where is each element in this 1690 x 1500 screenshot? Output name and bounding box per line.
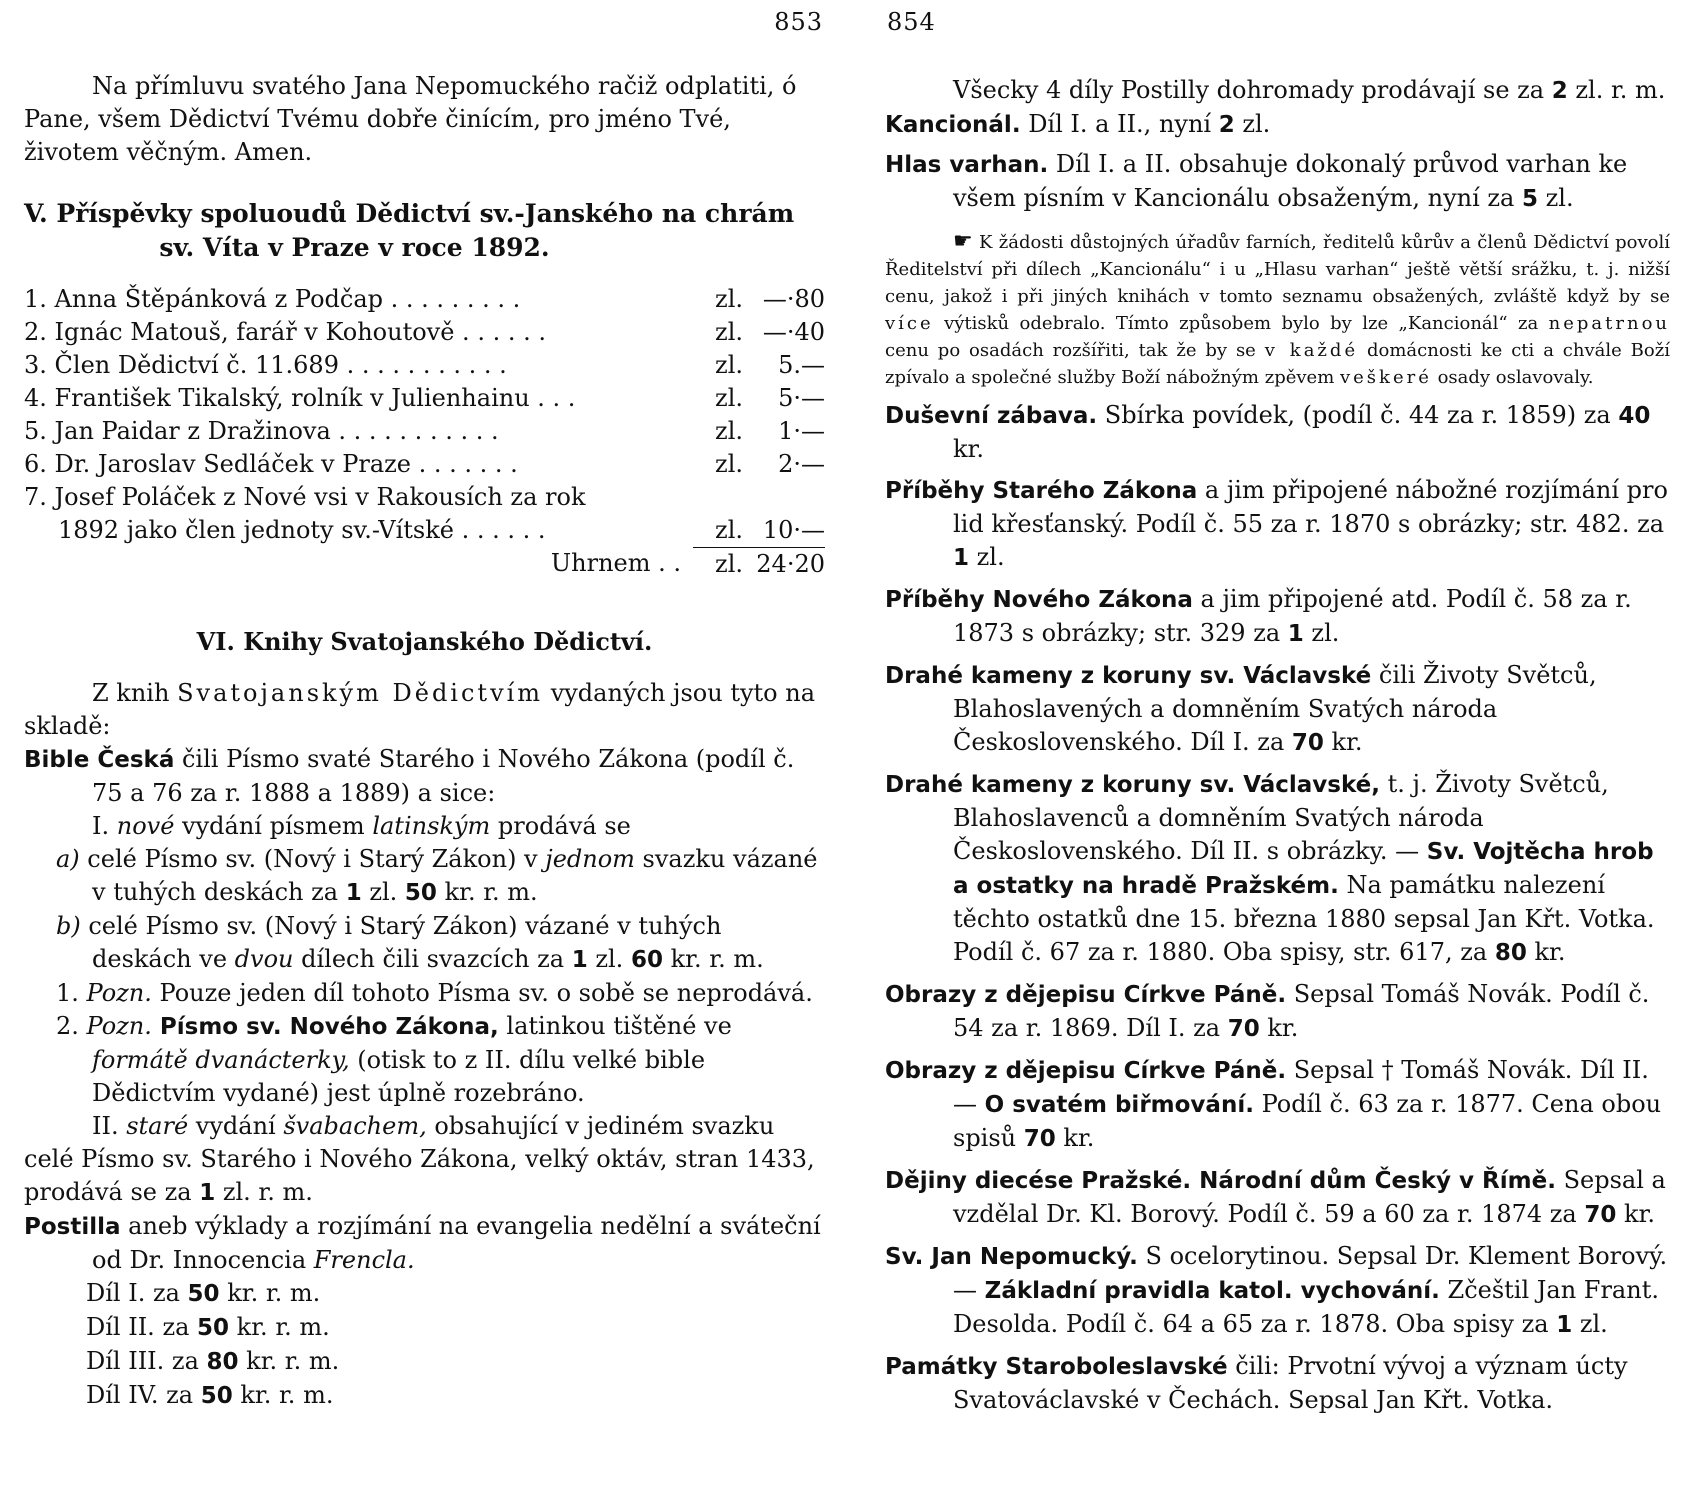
list-item (24, 283, 825, 316)
new-edition-line: I. nové vydání písmem latinským prodává se (92, 812, 631, 840)
list-item: Drahé kameny z koruny sv. Václavské, t. j. Životy Světců, Blahoslavenců a domněním Svatých národa Československého. Díl II. s obrázky. — Sv. Vojtěcha hrob a ostatky na hradě Pražském. Na památku nalezení těchto ostatků dne 15. března 1880 sepsal Jan Křt. Votka. Podíl č. 67 za r. 1880. Oba spisy, str. 617, za 80 kr. (885, 770, 1655, 966)
list-item (24, 382, 825, 415)
intro-paragraph: Z knih Svatojanským Dědictvím vydaných jsou tyto na skladě: (24, 679, 816, 740)
contribution-name: 2. Ignác Matouš, farář v Kohoutově . . . . . . (24, 318, 546, 346)
option-a: a) celé Písmo sv. (Nový i Starý Zákon) v jednom svazku vázané v tuhých deskách za 1 zl. 50 kr. r. m. (56, 845, 818, 906)
currency: zl. (715, 450, 743, 478)
contribution-name: 4. František Tikalský, rolník v Julienhainu . . . (24, 384, 576, 412)
list-item: Díl II. za 50 kr. r. m. (86, 1313, 330, 1341)
note-1: 1. Pozn. Pouze jeden díl tohoto Písma sv. o sobě se neprodává. (56, 979, 813, 1007)
list-item: Dějiny diecése Pražské. Národní dům Český v Římě. Sepsal a vzdělal Dr. Kl. Borový. Podíl č. 59 a 60 za r. 1874 za 70 kr. (885, 1166, 1666, 1228)
total-row: Uhrnem . . zl. 24·20 (24, 547, 825, 581)
hlas-entry: Hlas varhan. Díl I. a II. obsahuje dokonalý průvod varhan ke všem písním v Kancionálu obsaženým, nyní za 5 zl. (885, 150, 1628, 212)
list-item: Obrazy z dějepisu Církve Páně. Sepsal Tomáš Novák. Podíl č. 54 za r. 1869. Díl I. za 70 kr. (885, 980, 1650, 1042)
list-item (24, 349, 825, 382)
old-edition-paragraph: II. staré vydání švabachem, obsahující v jediném svazku celé Písmo sv. Starého i Nového Zákona, velký oktáv, stran 1433, prodává se za 1 zl. r. m. (24, 1112, 815, 1206)
book-entries (885, 399, 1670, 760)
list-item: Příběhy Starého Zákona a jim připojené nábožné rozjímání pro lid křesťanský. Podíl č. 55 za r. 1870 s obrázky; str. 482. za 1 zl. (885, 476, 1668, 571)
list-item: Příběhy Nového Zákona a jim připojené atd. Podíl č. 58 za r. 1873 s obrázky; str. 329 za 1 zl. (885, 585, 1632, 647)
contribution-name: 6. Dr. Jaroslav Sedláček v Praze . . . . . . . (24, 450, 518, 478)
contributions-list (24, 283, 825, 481)
list-item: Díl III. za 80 kr. r. m. (86, 1347, 340, 1375)
list-item: Obrazy z dějepisu Církve Páně. Sepsal † Tomáš Novák. Díl II. — O svatém biřmování. Podíl č. 63 za r. 1877. Cena obou spisů 70 kr. (885, 1056, 1662, 1152)
right-page (845, 0, 1690, 1500)
section-6-title: VI. Knihy Svatojanského Dědictví. (196, 627, 653, 656)
amount: 1·— (778, 417, 825, 445)
note-2: 2. Pozn. Písmo sv. Nového Zákona, latinkou tištěné ve formátě dvanácterky, (otisk to z II. dílu velké bible Dědictvím vydané) jest úplně rozebráno. (56, 1012, 732, 1107)
postilla-parts (24, 1277, 825, 1413)
page-number: 854 (887, 8, 936, 36)
section-5-title: V. Příspěvky spoluoudů Dědictví sv.-Janského na chrám sv. Víta v Praze v roce 1892. (24, 199, 795, 262)
contribution-name: 5. Jan Paidar z Dražinova . . . . . . . . . . . (24, 417, 499, 445)
amount: 5.— (778, 351, 825, 379)
kancional-entry: Kancionál. Díl I. a II., nyní 2 zl. (885, 110, 1271, 138)
contribution-name: 3. Člen Dědictví č. 11.689 . . . . . . . . . . . (24, 351, 507, 379)
amount: 5·— (778, 384, 825, 412)
postilla-entry: Postilla aneb výklady a rozjímání na evangelia nedělní a sváteční od Dr. Innocencia Frencla. (24, 1212, 821, 1274)
page-number: 853 (774, 8, 823, 36)
list-item (24, 316, 825, 349)
amount: —·40 (762, 318, 825, 346)
list-item: Díl IV. za 50 kr. r. m. (86, 1381, 334, 1409)
prayer-paragraph: Na přímluvu svatého Jana Nepomuckého račiž odplatiti, ó Pane, všem Dědictví Tvému dobře činícím, pro jméno Tvé, životem věčným. Amen. (24, 72, 797, 166)
list-item: Památky Staroboleslavské čili: Prvotní vývoj a význam úcty Svatováclavské v Čechách. Sepsal Jan Křt. Votka. (885, 1352, 1628, 1414)
list-item: Sv. Jan Nepomucký. S ocelorytinou. Sepsal Dr. Klement Borový. — Základní pravidla katol. vychování. Zčeštil Jan Frant. Desolda. Podíl č. 64 a 65 za r. 1878. Oba spisy za 1 zl. (885, 1242, 1668, 1338)
list-item: Drahé kameny z koruny sv. Václavské čili Životy Světců, Blahoslavených a domněním Svatých národa Československého. Díl I. za 70 kr. (885, 661, 1597, 756)
currency: zl. (715, 285, 743, 313)
amount: 2·— (778, 450, 825, 478)
contribution-name: 1. Anna Štěpánková z Podčap . . . . . . . . . (24, 285, 521, 313)
list-item: Díl I. za 50 kr. r. m. (86, 1279, 321, 1307)
currency: zl. (715, 384, 743, 412)
all-parts-line: Všecky 4 díly Postilly dohromady prodávají se za 2 zl. r. m. (953, 76, 1666, 104)
currency: zl. (715, 351, 743, 379)
currency: zl. (715, 417, 743, 445)
notice-paragraph: ☛ K žádosti důstojných úřadův farních, ředitelů kůrův a členů Dědictví povolí Ředitelství při dílech „Kancionálu“ i u „Hlasu varhan“ ještě větší srážku, t. j. nižší cenu, jakož i při jiných knihách v tomto seznamu obsažených, zvláště když by se více výtisků odebralo. Tímto způsobem bylo by lze „Kancionál“ za nepatrnou cenu po osadách rozšířiti, tak že by se v každé domácnosti ke cti a chvále Boží zpívalo a společné služby Boží nábožným zpěvem veškeré osady oslavovaly. (885, 229, 1670, 388)
list-item (24, 448, 825, 481)
bible-entry: Bible Česká čili Písmo svaté Starého i Nového Zákona (podíl č. 75 a 76 za r. 1888 a 1889) a sice: (24, 745, 795, 807)
pointing-hand-icon: ☛ (953, 229, 973, 254)
list-item (24, 415, 825, 448)
list-item: 7. Josef Poláček z Nové vsi v Rakousích za rok (24, 483, 586, 511)
amount: —·80 (762, 285, 825, 313)
list-item: 1892 jako člen jednoty sv.-Vítské . . . . . . zl. 10·— (58, 516, 825, 544)
option-b: b) celé Písmo sv. (Nový i Starý Zákon) vázané v tuhých deskách ve dvou dílech čili svazcích za 1 zl. 60 kr. r. m. (56, 912, 764, 973)
currency: zl. (715, 318, 743, 346)
list-item: Duševní zábava. Sbírka povídek, (podíl č. 44 za r. 1859) za 40 kr. (885, 401, 1651, 463)
